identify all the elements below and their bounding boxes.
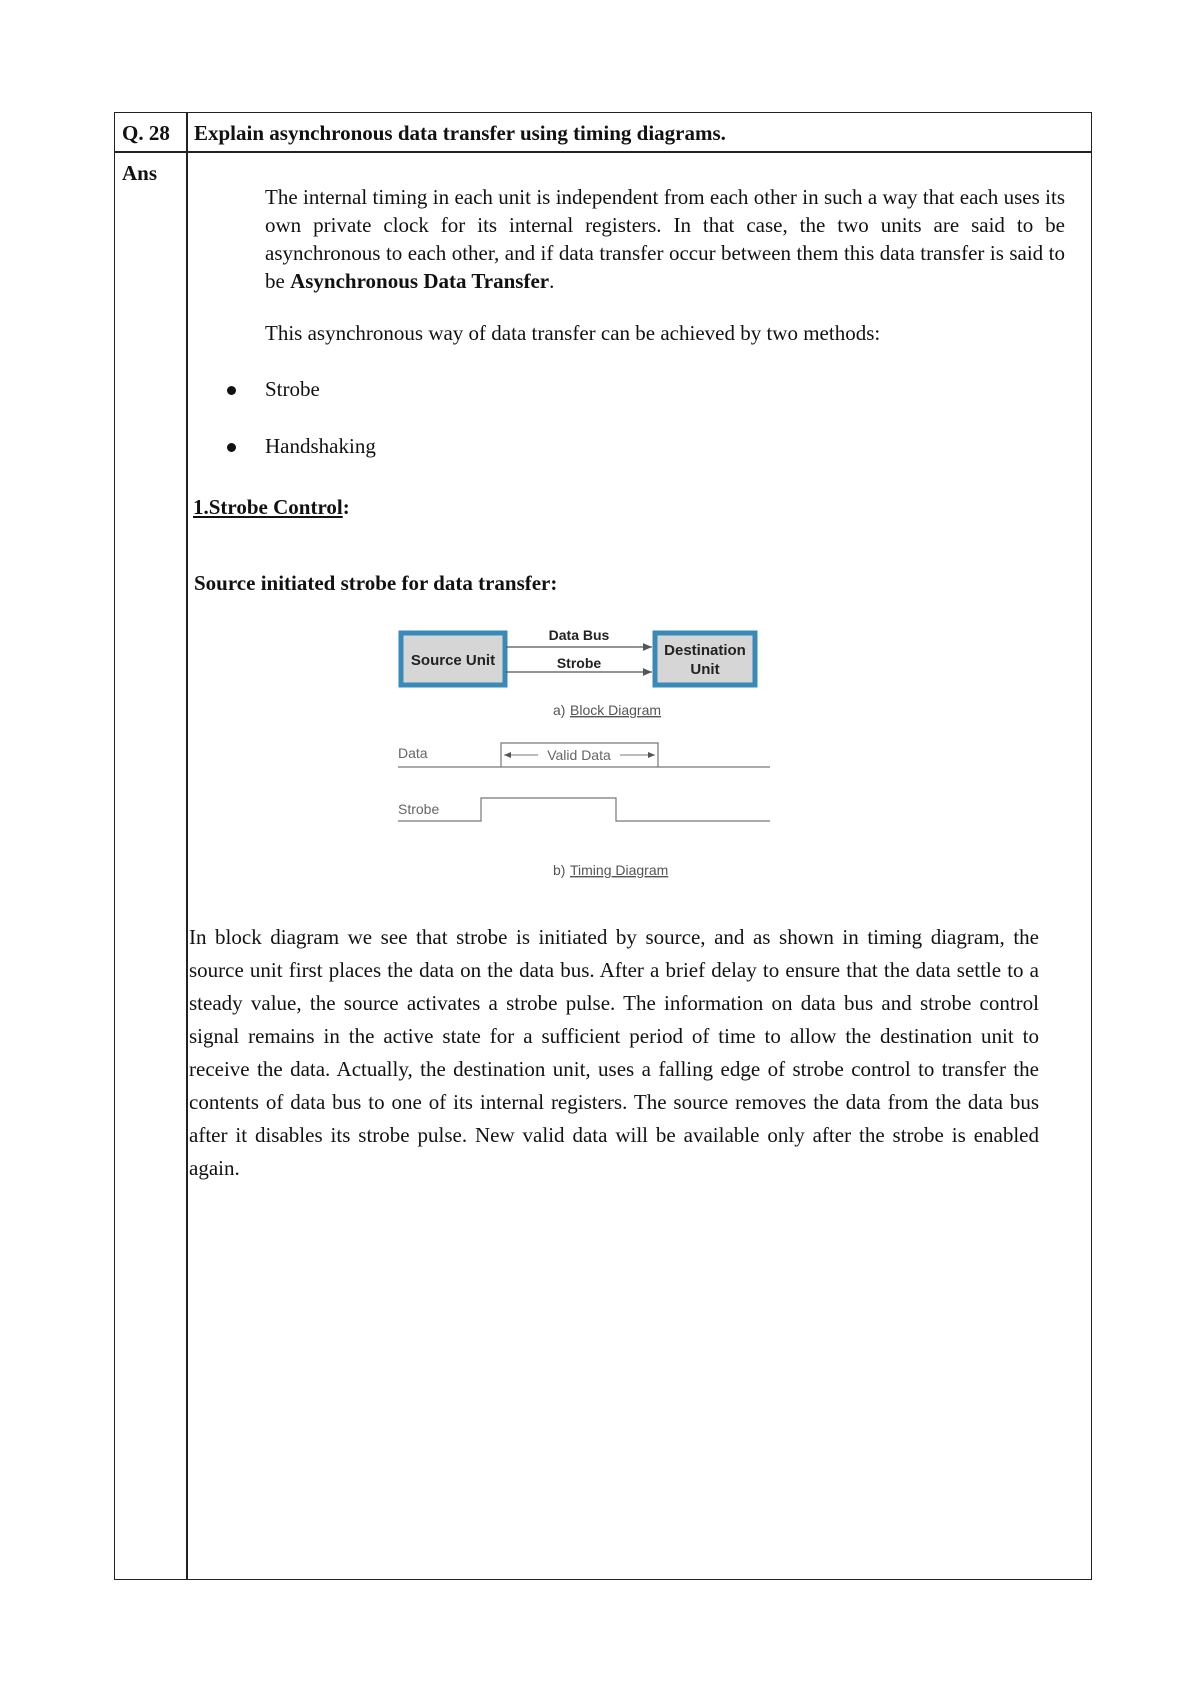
- intro-bold-term: Asynchronous Data Transfer: [290, 269, 550, 293]
- data-bus-label: Data Bus: [548, 627, 610, 643]
- strobe-heading: [193, 495, 350, 520]
- intro-paragraph: [265, 183, 1065, 295]
- question-text: Explain asynchronous data transfer using timing diagrams.: [194, 121, 726, 145]
- intro-end: .: [549, 269, 555, 293]
- valid-data-label: Valid Data: [547, 747, 611, 763]
- timing-caption: Timing Diagram: [570, 862, 669, 878]
- row-divider: [115, 151, 1091, 153]
- timing-caption-prefix: b): [553, 862, 566, 878]
- strobe-label: Strobe: [556, 655, 602, 671]
- bullet-icon: [227, 386, 236, 395]
- methods-intro: This asynchronous way of data transfer can be achieved by two methods:: [265, 321, 881, 345]
- block-caption-prefix: a): [553, 702, 566, 718]
- strobe-diagram: [398, 615, 798, 915]
- source-unit-label: Source Unit: [410, 652, 496, 669]
- timing-data-label: Data: [398, 745, 428, 761]
- strobe-heading-text: 1.Strobe Control: [193, 495, 343, 519]
- question-number: Q. 28: [122, 121, 170, 145]
- question-table: [114, 112, 1092, 1580]
- explanation-paragraph: In block diagram we see that strobe is initiated by source, and as shown in timing diagram, the source unit first places the data on the data bus. After a brief delay to ensure that the data settle to a steady value, the source activates a strobe pulse. The information on data bus and strobe control signal remains in the active state for a sufficient period of time to allow the destination unit to receive the data. Actually, the destination unit, uses a falling edge of strobe control to transfer the contents of data bus to one of its internal registers. The source removes the data from the data bus after it disables its strobe pulse. New valid data will be available only after the strobe is enabled again.: [189, 925, 1039, 1180]
- timing-strobe-label: Strobe: [398, 801, 440, 817]
- strobe-waveform: [398, 798, 770, 821]
- list-item-label: Strobe: [265, 377, 320, 401]
- source-heading: Source initiated strobe for data transfer:: [194, 571, 558, 595]
- answer-label: Ans: [122, 161, 158, 185]
- destination-unit-label-2: Unit: [690, 661, 720, 678]
- list-item-label: Handshaking: [265, 434, 376, 458]
- column-divider: [186, 113, 188, 1579]
- block-caption: Block Diagram: [570, 702, 662, 718]
- destination-unit-label-1: Destination: [664, 642, 746, 659]
- bullet-icon: [227, 443, 236, 452]
- strobe-heading-colon: :: [342, 495, 350, 519]
- intro-text: The internal timing in each unit is independent from each other in such a way that each uses its own private clock for its internal registers. In that case, the two units are said to be asynchronous to each other, and if data transfer occur between them this data transfer is said to be: [265, 185, 1065, 293]
